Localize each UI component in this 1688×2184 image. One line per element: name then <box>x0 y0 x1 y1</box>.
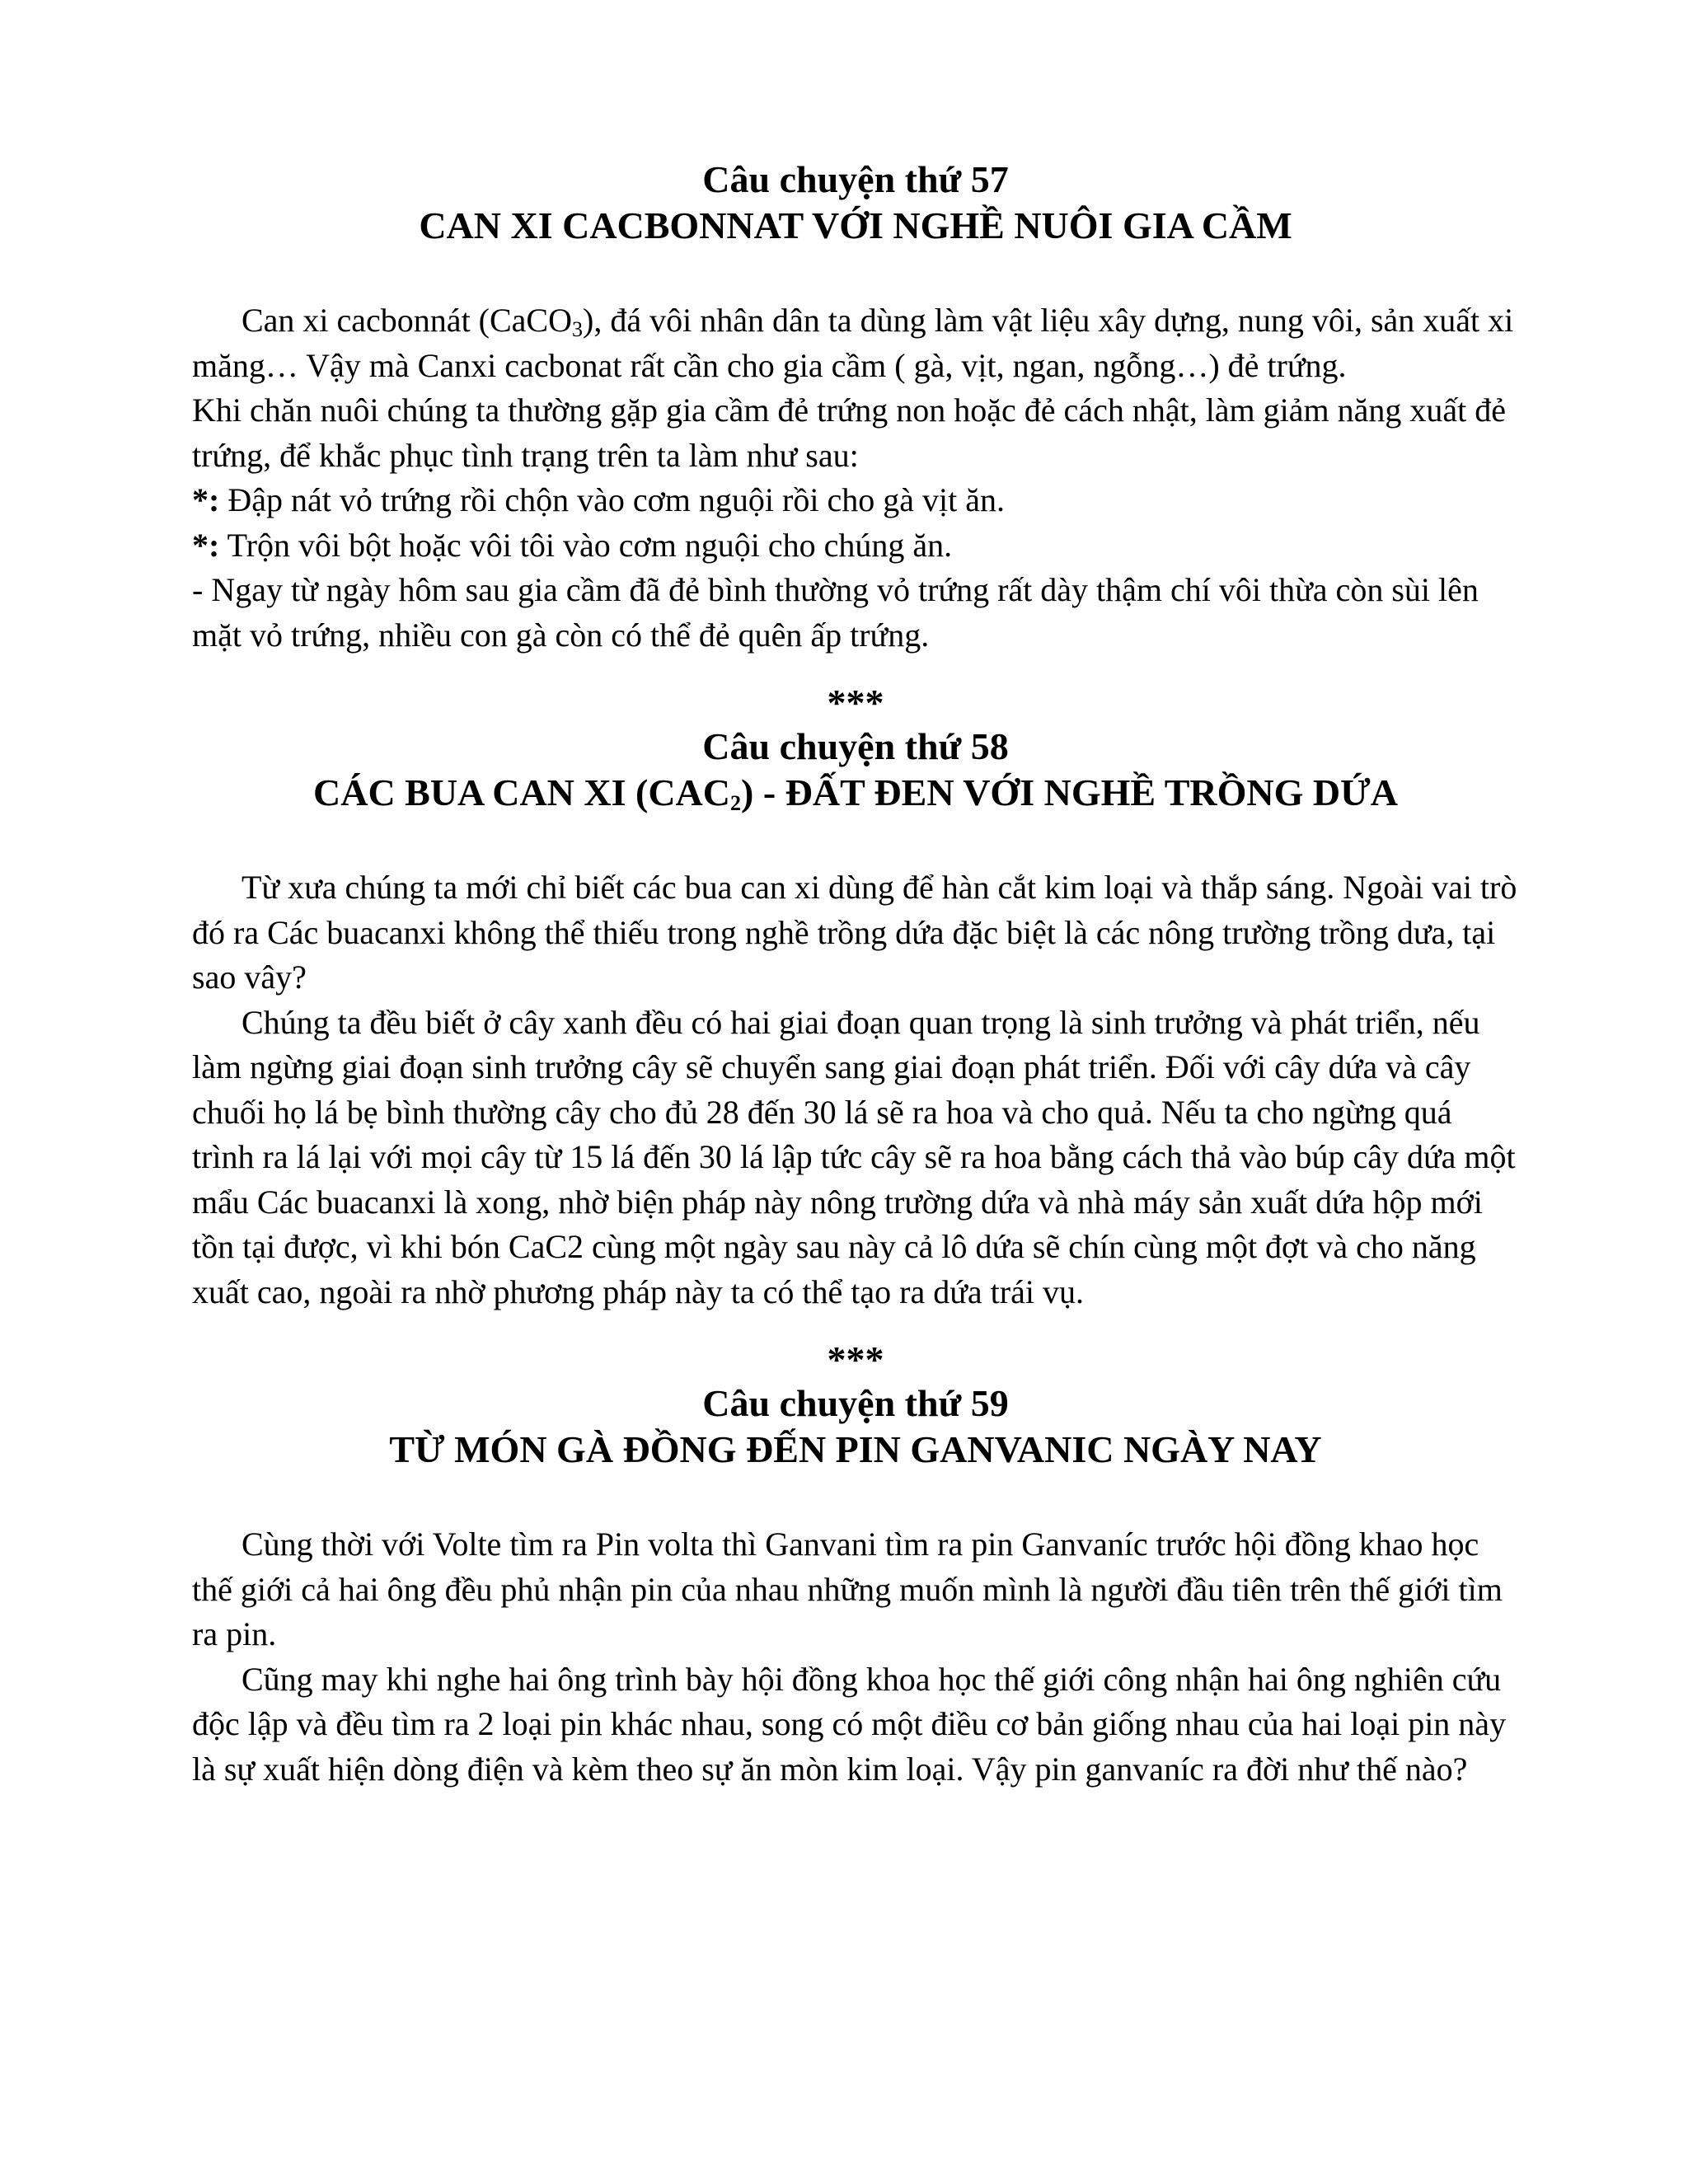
story-number: Câu chuyện thứ 57 <box>702 158 1009 200</box>
paragraph: Can xi cacbonnát (CaCO$_3$), đá vôi nhân dân ta dùng làm vật liệu xây dựng, nung vôi, sản xuất xi măng… Vậy mà Canxi cacbonat rất cần cho gia cầm ( gà, vịt, ngan, ngỗng…) đẻ trứng. <box>192 302 1514 384</box>
story-title: TỪ MÓN GÀ ĐỒNG ĐẾN PIN GANVANIC NGÀY NAY <box>389 1428 1322 1470</box>
bullet-mark: *: <box>192 526 220 564</box>
story-59 <box>192 1380 1519 1792</box>
story-number: Câu chuyện thứ 58 <box>702 725 1009 767</box>
paragraph: Cũng may khi nghe hai ông trình bày hội đồng khoa học thế giới công nhận hai ông nghiên cứu độc lập và đều tìm ra 2 loại pin khác nhau, song có một điều cơ bản giống nhau của hai loại pin này là sự xuất hiện dòng điện và kèm theo sự ăn mòn kim loại. Vậy pin ganvaníc ra đời như thế nào? <box>192 1660 1507 1788</box>
paragraph: - Ngay từ ngày hôm sau gia cầm đã đẻ bình thường vỏ trứng rất dày thậm chí vôi thừa còn sùi lên mặt vỏ trứng, nhiều con gà còn có thể đẻ quên ấp trứng. <box>192 571 1479 654</box>
paragraph: Chúng ta đều biết ở cây xanh đều có hai giai đoạn quan trọng là sinh trưởng và phát triển, nếu làm ngừng giai đoạn sinh trưởng cây sẽ chuyển sang giai đoạn phát triển. Đối với cây dứa và cây chuối họ lá bẹ bình thường cây cho đủ 28 đến 30 lá sẽ ra hoa và cho quả. Nếu ta cho ngừng quá trình ra lá lại với mọi cây từ 15 lá đến 30 lá lập tức cây sẽ ra hoa bằng cách thả vào búp cây dứa một mẩu Các buacanxi là xong, nhờ biện pháp này nông trường dứa và nhà máy sản xuất dứa hộp mới tồn tại được, vì khi bón CaC2 cùng một ngày sau này cả lô dứa sẽ chín cùng một đợt và cho năng xuất cao, ngoài ra nhờ phương pháp này ta có thể tạo ra dứa trái vụ. <box>192 1003 1516 1310</box>
paragraph: Khi chăn nuôi chúng ta thường gặp gia cầm đẻ trứng non hoặc đẻ cách nhật, làm giảm năng xuất đẻ trứng, để khắc phục tình trạng trên ta làm như sau: <box>192 391 1507 474</box>
story-title: CAN XI CACBONNAT VỚI NGHỀ NUÔI GIA CẦM <box>419 204 1292 246</box>
section-separator: *** <box>827 682 884 724</box>
story-number: Câu chuyện thứ 59 <box>702 1382 1009 1424</box>
bullet-item: *: Đập nát vỏ trứng rồi chộn vào cơm nguội rồi cho gà vịt ăn. <box>192 481 1005 518</box>
bullet-mark: *: <box>192 481 220 518</box>
paragraph: Cùng thời với Volte tìm ra Pin volta thì Ganvani tìm ra pin Ganvaníc trước hội đồng khao học thế giới cả hai ông đều phủ nhận pin của nhau những muốn mình là người đầu tiên trên thế giới tìm ra pin. <box>192 1526 1503 1652</box>
story-57 <box>192 157 1519 658</box>
paragraph: Từ xưa chúng ta mới chỉ biết các bua can xi dùng để hàn cắt kim loại và thắp sáng. Ngoài vai trò đó ra Các buacanxi không thể thiếu trong nghề trồng dứa đặc biệt là các nông trường trồng dưa, tại sao vây? <box>192 869 1517 996</box>
section-separator: *** <box>827 1338 884 1380</box>
bullet-item: *: Trộn vôi bột hoặc vôi tôi vào cơm nguội cho chúng ăn. <box>192 526 953 564</box>
story-58 <box>192 724 1519 1315</box>
document-page <box>192 157 1519 1792</box>
story-title: CÁC BUA CAN XI $(CAC_2)$ - ĐẤT ĐEN VỚI NGHỀ TRỒNG DỨA <box>313 771 1398 815</box>
